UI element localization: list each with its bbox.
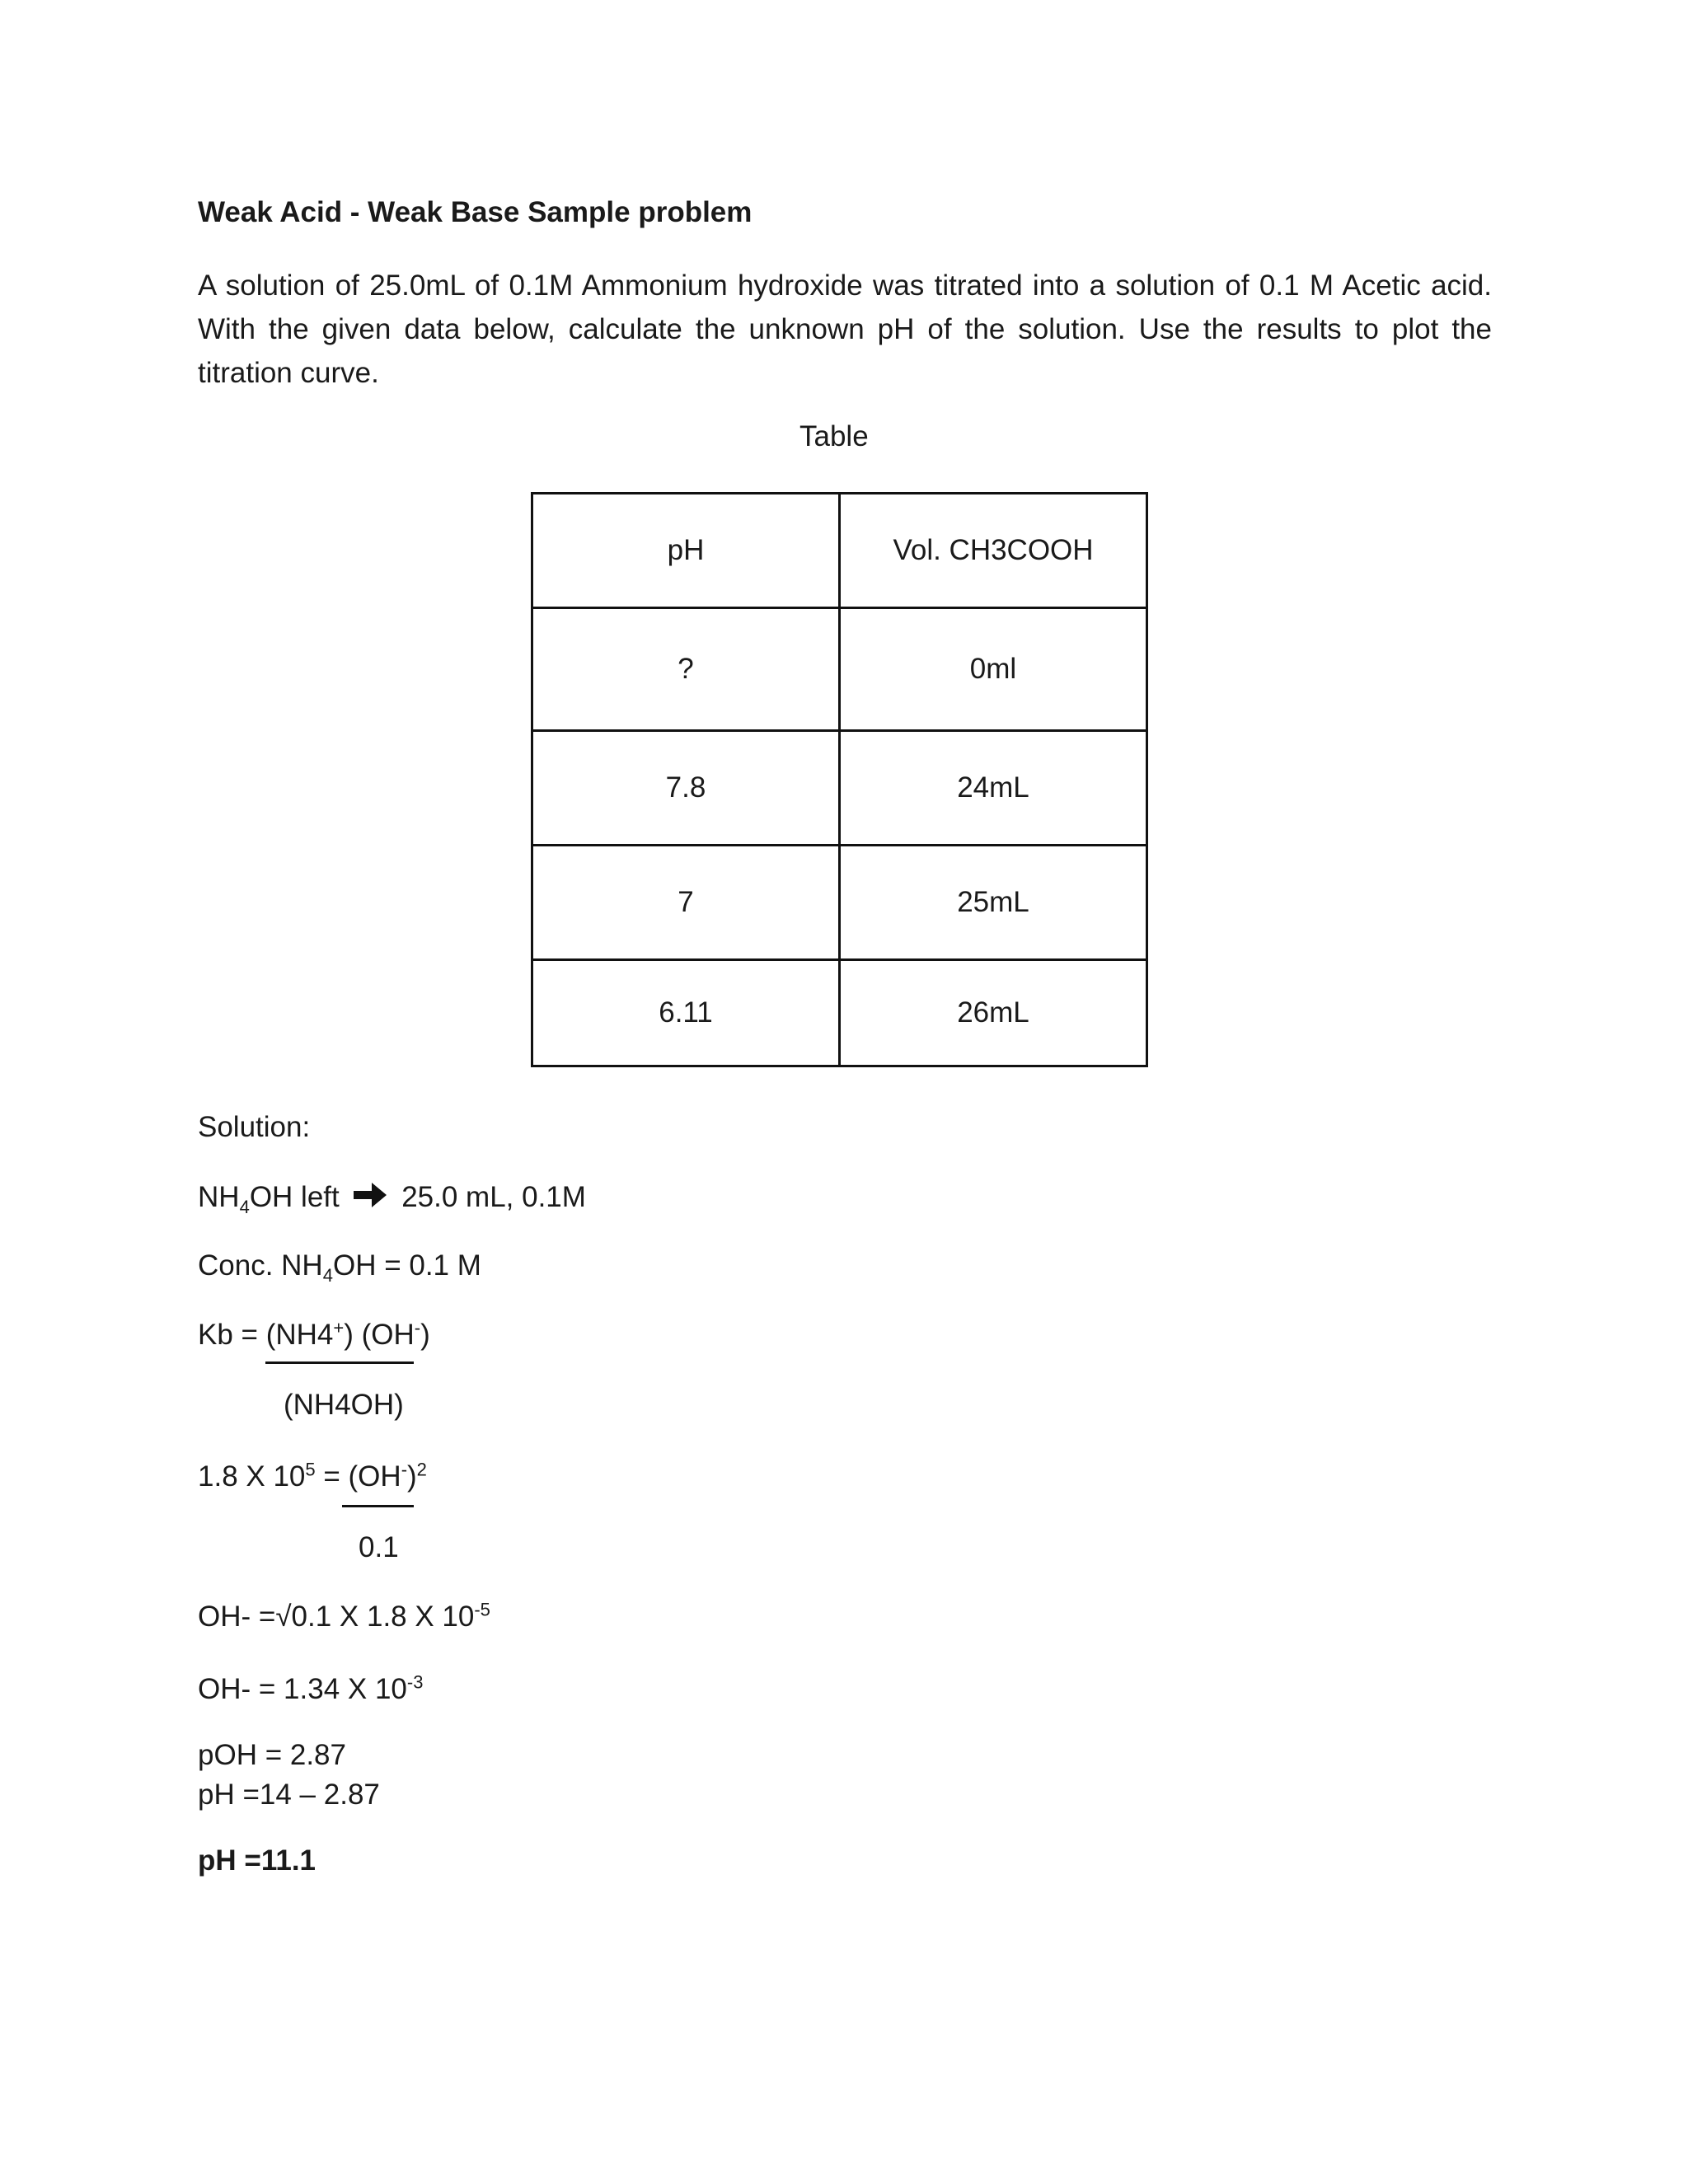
cell-volume: 0ml — [840, 608, 1147, 731]
kb-expression-numerator: Kb = (NH4+) (OH-) — [198, 1317, 430, 1351]
cell-volume: 26mL — [840, 960, 1147, 1066]
equilibrium-equation-numerator: 1.8 X $10^5 = (OH^-)^2$ — [198, 1459, 427, 1493]
kb-fraction-bar — [265, 1361, 414, 1364]
solution-line-nh4oh-left: $NH_4OH$ left 25.0 mL, 0.1M — [198, 1180, 586, 1217]
problem-statement: A solution of 25.0mL of 0.1M Ammonium hydroxide was titrated into a solution of 0.1 M Acetic acid. With the given data below, calculate the unknown pH of the solution. Use the results to plot the titration curve. — [198, 269, 1492, 389]
solution-line-concentration: Conc. $NH_4OH = 0.1$ M — [198, 1249, 481, 1286]
cell-volume: 25mL — [840, 846, 1147, 960]
table-row — [532, 846, 1147, 960]
table-caption: Table — [799, 420, 869, 452]
ph-final-result: pH =11.1 — [198, 1844, 316, 1877]
titration-data-table — [531, 492, 1148, 1067]
equilibrium-equation-denominator: 0.1 — [359, 1531, 399, 1563]
table-row — [532, 731, 1147, 846]
document-title: Weak Acid - Weak Base Sample problem — [198, 196, 753, 228]
cell-volume: 24mL — [840, 731, 1147, 846]
poh-line: pOH = 2.87 — [198, 1739, 346, 1771]
solution-label: Solution: — [198, 1111, 311, 1143]
header-volume: Vol. CH3COOH — [840, 494, 1147, 608]
right-arrow-icon — [352, 1180, 388, 1217]
header-ph: pH — [532, 494, 840, 608]
equation-fraction-bar — [342, 1505, 414, 1507]
oh-result-line: OH- = 1.34 X $10^{-3}$ — [198, 1671, 424, 1705]
cell-ph: 6.11 — [532, 960, 840, 1066]
cell-ph: 7 — [532, 846, 840, 960]
ph-calculation-line: pH =14 – 2.87 — [198, 1779, 380, 1811]
table-row — [532, 608, 1147, 731]
table-header-row — [532, 494, 1147, 608]
table-row — [532, 960, 1147, 1066]
kb-expression-denominator: (NH4OH) — [284, 1389, 404, 1421]
cell-ph: 7.8 — [532, 731, 840, 846]
cell-ph: ? — [532, 608, 840, 731]
oh-calculation-line: OH- =√0.1 X 1.8 X $10^{-5}$ — [198, 1599, 490, 1633]
